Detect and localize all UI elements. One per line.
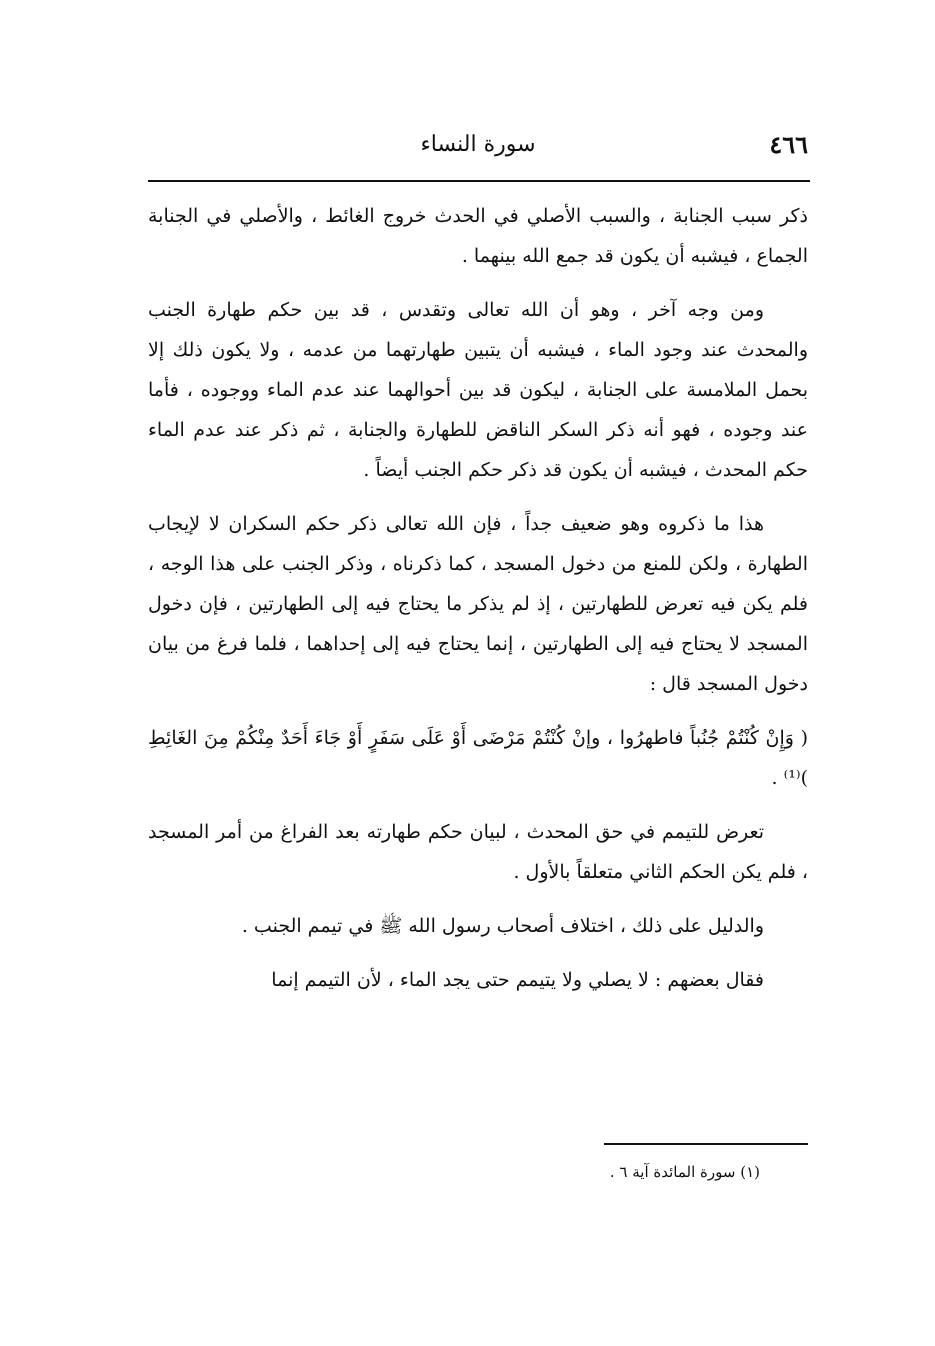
header-divider bbox=[148, 180, 810, 182]
page-header bbox=[148, 130, 808, 170]
quran-verse: ( وَإِنْ كُنْتُمْ جُنُباً فاطهرُوا ، وإنْ كُنْتُمْ مَرْضَى أَوْ عَلَى سَفَرٍ أَوْ جَاءَ أَحَدٌ مِنْكُمْ مِنَ الغَائِطِ )⁽¹⁾ . bbox=[148, 727, 808, 789]
paragraph: فقال بعضهم : لا يصلي ولا يتيمم حتى يجد الماء ، لأن التيمم إنما bbox=[271, 969, 764, 991]
footnote: (١) سورة المائدة آية ٦ . bbox=[609, 1163, 760, 1181]
page-number: ٤٦٦ bbox=[769, 130, 808, 159]
running-title: سورة النساء bbox=[420, 132, 536, 157]
paragraph: والدليل على ذلك ، اختلاف أصحاب رسول الله ﷺ في تيمم الجنب . bbox=[241, 915, 764, 937]
main-text bbox=[148, 196, 808, 1014]
paragraph: هذا ما ذكروه وهو ضعيف جداً ، فإن الله تعالى ذكر حكم السكران لا لإيجاب الطهارة ، ولكن للمنع من دخول المسجد ، كما ذكرناه ، وذكر الجنب على هذا الوجه ، فلم يكن فيه تعرض للطهارتين ، إذ لم يذكر ما يحتاج فيه إلى الطهارتين ، فإن دخول المسجد لا يحتاج فيه إلى الطهارتين ، إنما يحتاج فيه إلى إحداهما ، فلما فرغ من بيان دخول المسجد قال : bbox=[148, 513, 808, 695]
footnote-divider bbox=[604, 1143, 808, 1145]
paragraph: تعرض للتيمم في حق المحدث ، لبيان حكم طهارته بعد الفراغ من أمر المسجد ، فلم يكن الحكم الثاني متعلقاً بالأول . bbox=[148, 821, 808, 883]
paragraph: ذكر سبب الجنابة ، والسبب الأصلي في الحدث خروج الغائط ، والأصلي في الجنابة الجماع ، فيشبه أن يكون قد جمع الله بينهما . bbox=[148, 205, 808, 267]
paragraph: ومن وجه آخر ، وهو أن الله تعالى وتقدس ، قد بين حكم طهارة الجنب والمحدث عند وجود الماء ، فيشبه أن يتبين طهارتهما من عدمه ، ولا يكون ذلك إلا بحمل الملامسة على الجنابة ، ليكون قد بين أحوالهما عند عدم الماء ووجوده ، فأما عند وجوده ، فهو أنه ذكر السكر الناقض للطهارة والجنابة ، ثم ذكر عند عدم الماء حكم المحدث ، فيشبه أن يكون قد ذكر حكم الجنب أيضاً . bbox=[148, 299, 808, 481]
